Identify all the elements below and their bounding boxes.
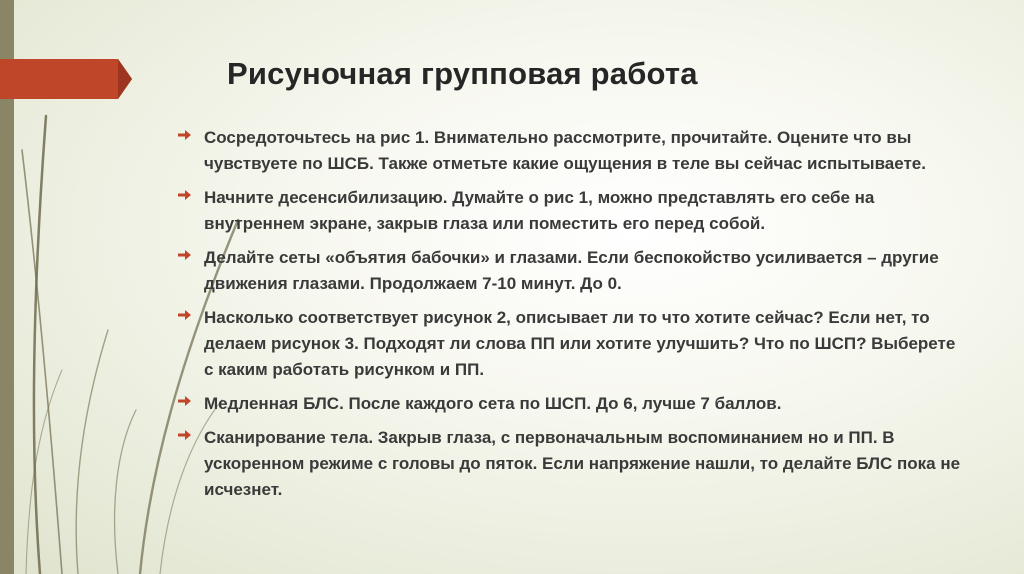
arrow-right-icon [178,310,191,320]
bullet-text: Сканирование тела. Закрыв глаза, с первоначальным воспоминанием но и ПП. В ускоренном режиме с головы до пяток. Если напряжение нашли, то делайте БЛС пока не исчезнет. [204,428,961,499]
bullet-list [178,125,968,511]
bullet-item [178,391,968,417]
arrow-right-icon [178,130,191,140]
title-accent-tab [0,59,132,99]
bullet-item [178,125,968,177]
bullet-item [178,185,968,237]
bullet-text: Насколько соответствует рисунок 2, описывает ли то что хотите сейчас? Если нет, то делаем рисунок 3. Подходят ли слова ПП или хотите улучшить? Что по ШСП? Выберете с каким работать рисунком и ПП. [204,308,956,379]
bullet-text: Медленная БЛС. После каждого сета по ШСП. До 6, лучше 7 баллов. [204,394,782,413]
bullet-text: Сосредоточьтесь на рис 1. Внимательно рассмотрите, прочитайте. Оцените что вы чувствуете по ШСБ. Также отметьте какие ощущения в теле вы сейчас испытываете. [204,128,926,173]
arrow-right-icon [178,190,191,200]
arrow-right-icon [178,396,191,406]
slide-title: Рисуночная групповая работа [227,56,698,91]
bullet-item [178,305,968,383]
bullet-item [178,245,968,297]
bullet-text: Начните десенсибилизацию. Думайте о рис 1, можно представлять его себе на внутреннем экране, закрыв глаза или поместить его перед собой. [204,188,875,233]
bullet-text: Делайте сеты «объятия бабочки» и глазами. Если беспокойство усиливается – другие движения глазами. Продолжаем 7-10 минут. До 0. [204,248,939,293]
arrow-right-icon [178,430,191,440]
arrow-right-icon [178,250,191,260]
bullet-item [178,425,968,503]
